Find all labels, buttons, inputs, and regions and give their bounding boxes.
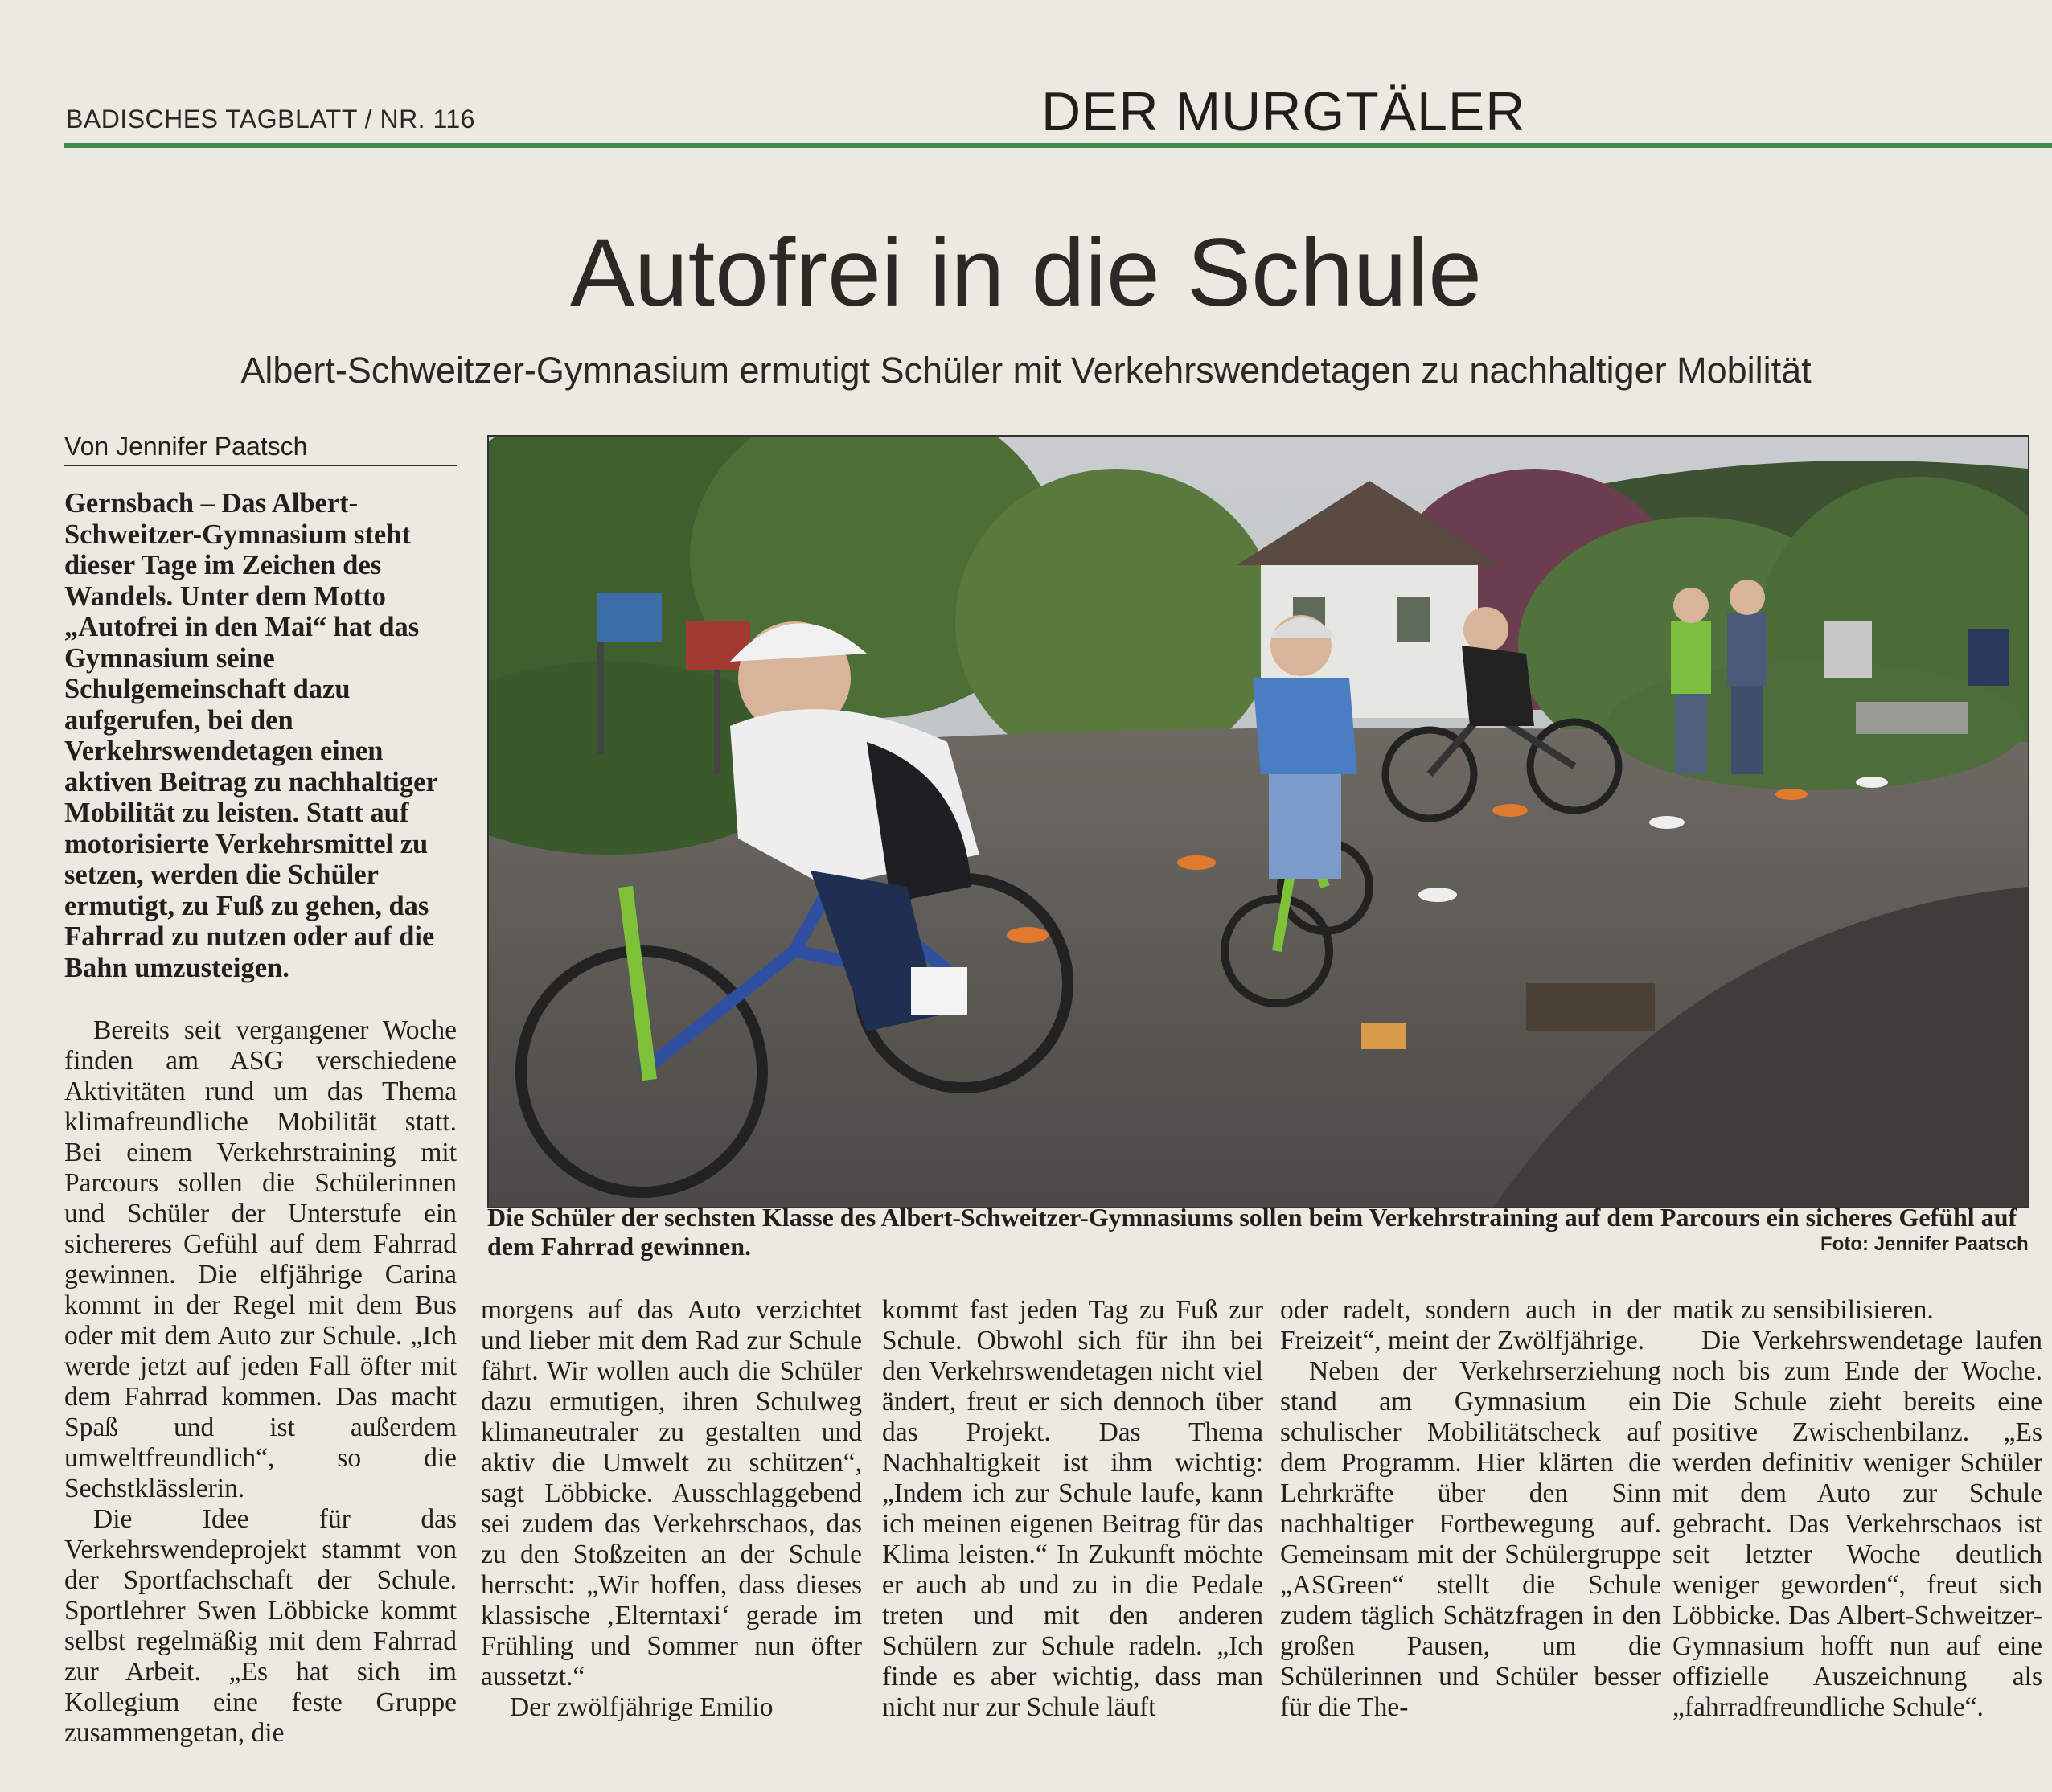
body-paragraph: oder radelt, sondern auch in der Freizeit“, meint der Zwölfjährige. bbox=[1280, 1295, 1661, 1355]
article-subheadline: Albert-Schweitzer-Gymnasium ermutigt Schüler mit Verkehrswendetagen zu nachhaltiger Mobilität bbox=[240, 350, 1812, 391]
body-paragraph: Bereits seit vergangener Woche finden am ASG verschiedene Aktivitäten rund um das Thema klimafreundliche Mobilität statt. Bei einem Verkehrstraining mit Parcours sollen die Schülerinnen und Schüler der Unterstufe ein sichereres Gefühl auf dem Fahrrad gewinnen. Die elfjährige Carina kommt in der Regel mit dem Bus oder mit dem Auto zur Schule. „Ich werde jetzt auf jeden Fall öfter mit dem Fahrrad kommen. Das macht Spaß und ist außerdem umweltfreundlich“, so die Sechstklässlerin. bbox=[64, 1015, 457, 1503]
article-photo bbox=[487, 435, 2029, 1208]
text-column-4 bbox=[1280, 1295, 1661, 1723]
body-paragraph: Die Verkehrswendetage laufen noch bis zum Ende der Woche. Die Schule zieht bereits eine positive Zwischenbilanz. „Es werden definitiv weniger Schüler mit dem Auto zur Schule gebracht. Das Verkehrschaos ist seit letzter Woche deutlich weniger geworden“, freut sich Löbbicke. Das Albert-Schweitzer-Gymnasium hofft nun auf eine offizielle Auszeichnung als „fahrradfreundliche Schule“. bbox=[1672, 1326, 2042, 1722]
newspaper-name: BADISCHES TAGBLATT / NR. 116 bbox=[66, 105, 475, 133]
body-paragraph: Neben der Verkehrserziehung stand am Gymnasium ein schulischer Mobilitätscheck auf dem Programm. Hier klärten die Lehrkräfte über den Sinn nachhaltiger Fortbewegung auf. Gemeinsam mit der Schülergruppe „ASGreen“ stellt die Schule zudem täglich Schätzfragen in den großen Pausen, um die Schülerinnen und Schüler besser für die The- bbox=[1280, 1356, 1661, 1722]
text-column-5 bbox=[1672, 1295, 2042, 1723]
photo-cyclists-parcours bbox=[489, 437, 2028, 1207]
text-column-2 bbox=[481, 1295, 862, 1723]
author-byline: Von Jennifer Paatsch bbox=[64, 432, 308, 461]
body-paragraph: Die Idee für das Verkehrswendeprojekt stammt von der Sportfachschaft der Schule. Sportlehrer Swen Löbbicke kommt selbst regelmäßig mit dem Fahrrad zur Arbeit. „Es hat sich im Kollegium eine feste Gruppe zusammengetan, die bbox=[64, 1504, 457, 1748]
section-rule bbox=[64, 143, 2052, 148]
body-paragraph: matik zu sensibilisieren. bbox=[1672, 1295, 1934, 1325]
article-headline: Autofrei in die Schule bbox=[569, 219, 1483, 326]
byline-rule bbox=[64, 465, 457, 466]
section-title: DER MURGTÄLER bbox=[1041, 81, 1526, 142]
body-paragraph: kommt fast jeden Tag zu Fuß zur Schule. Obwohl sich für ihn bei den Verkehrswendetagen nicht viel ändert, freut er sich dennoch über das Projekt. Das Thema Nachhaltigkeit ist ihm wichtig: „Indem ich zur Schule laufe, kann ich meinen eigenen Beitrag für das Klima leisten.“ In Zukunft möchte er auch ab und zu in die Pedale treten und mit den anderen Schülern zur Schule radeln. „Ich finde es aber wichtig, dass man nicht nur zur Schule läuft bbox=[882, 1295, 1263, 1722]
photo-credit: Foto: Jennifer Paatsch bbox=[1820, 1233, 2029, 1255]
body-paragraph: morgens auf das Auto verzichtet und lieber mit dem Rad zur Schule fährt. Wir wollen auch die Schüler dazu ermutigen, ihren Schulweg klimaneutraler zu gestalten und aktiv die Umwelt zu schützen“, sagt Löbbicke. Ausschlaggebend sei zudem das Verkehrschaos, das zu den Stoßzeiten an der Schule herrscht: „Wir hoffen, dass dieses klassische ‚Elterntaxi‘ gerade im Frühling und Sommer nun öfter aussetzt.“ bbox=[481, 1295, 862, 1692]
photo-caption: Die Schüler der sechsten Klasse des Albert-Schweitzer-Gymnasiums sollen beim Verkehrstraining auf dem Parcours ein sicheres Gefühl auf dem Fahrrad gewinnen. bbox=[487, 1203, 2017, 1261]
lead-paragraph: Gernsbach – Das Albert-Schweitzer-Gymnasium steht dieser Tage im Zeichen des Wandels. Unter dem Motto „Autofrei in den Mai“ hat das Gymnasium seine Schulgemeinschaft dazu aufgerufen, bei den Verkehrswendetagen einen aktiven Beitrag zu nachhaltiger Mobilität zu leisten. Statt auf motorisierte Verkehrsmittel zu setzen, werden die Schüler ermutigt, zu Fuß zu gehen, das Fahrrad zu nutzen oder auf die Bahn umzusteigen. bbox=[64, 488, 438, 983]
body-paragraph: Der zwölfjährige Emilio bbox=[510, 1692, 774, 1722]
text-column-1 bbox=[64, 488, 457, 1749]
text-column-3 bbox=[882, 1295, 1263, 1723]
